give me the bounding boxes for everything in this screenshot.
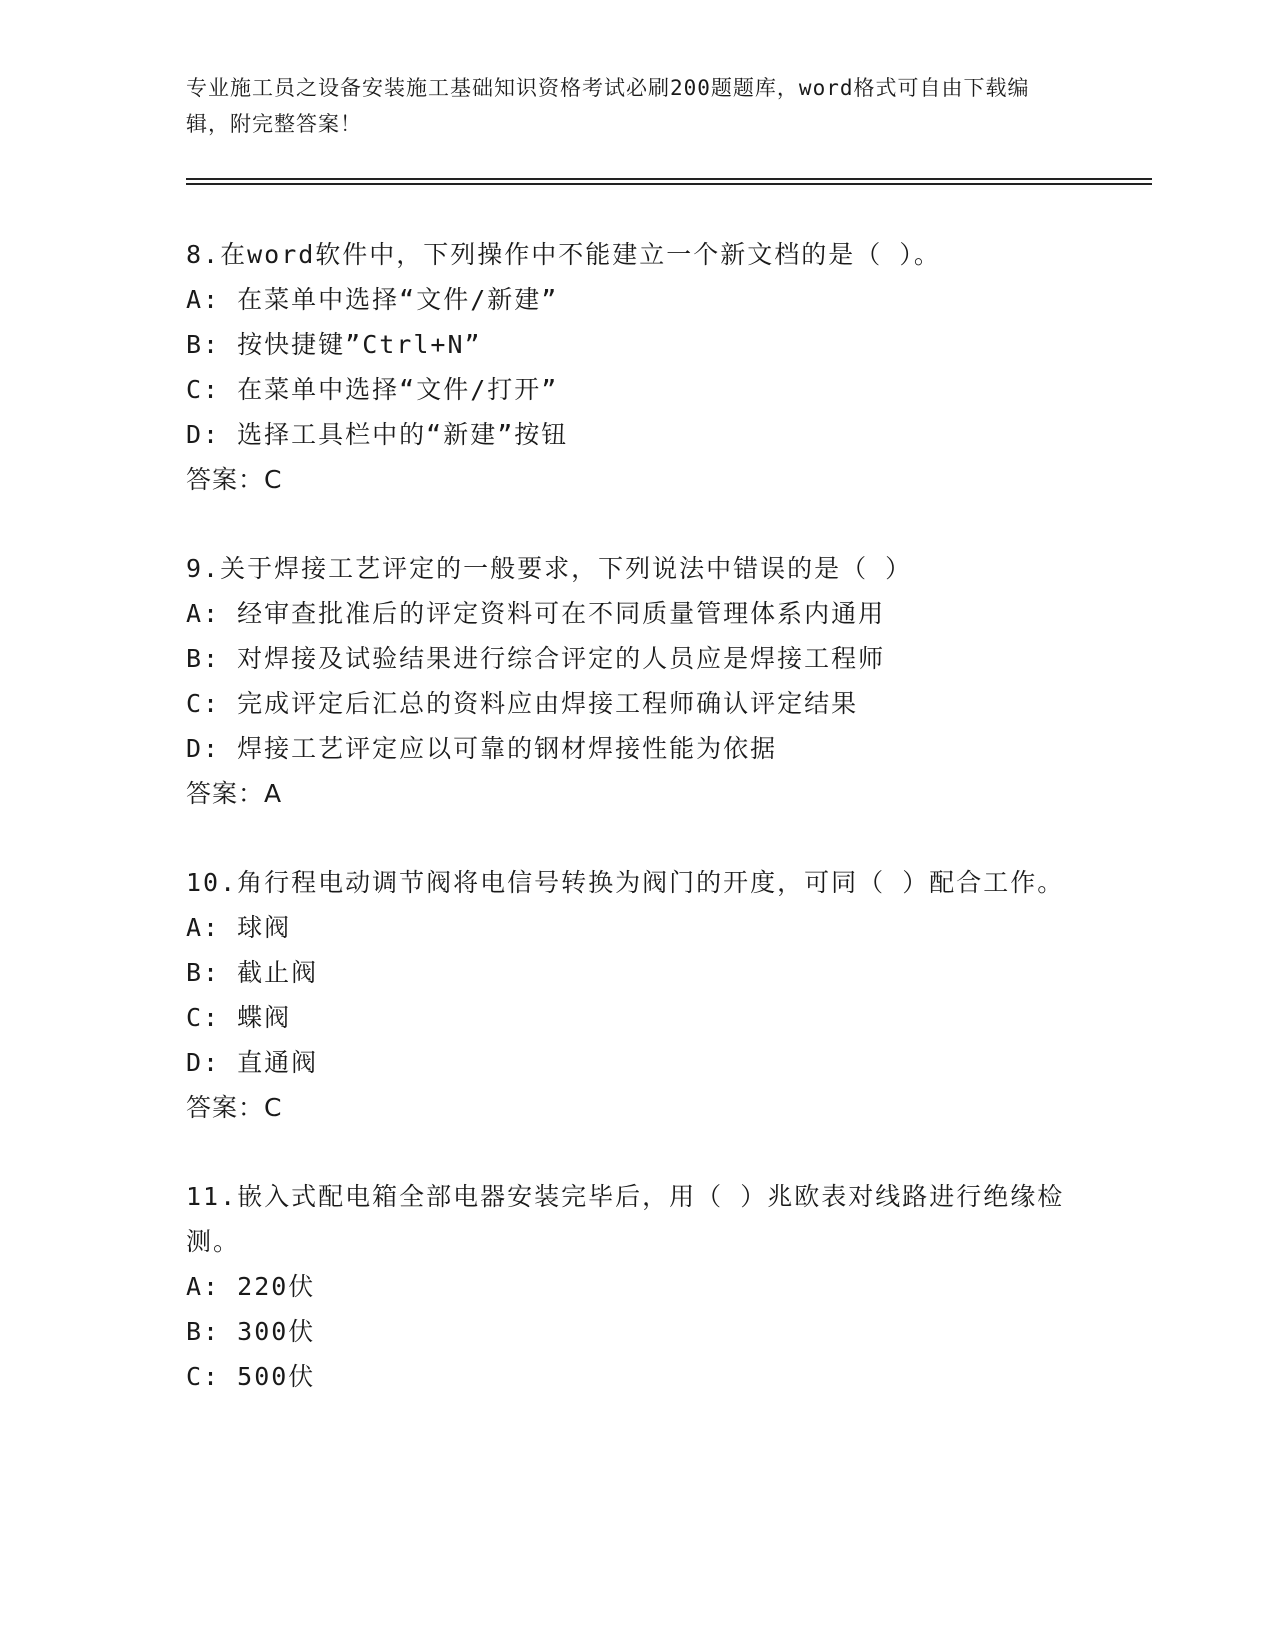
answer-line: 答案：C: [186, 1093, 283, 1122]
option-a: A: 220伏: [186, 1272, 316, 1301]
header-divider-bottom: [186, 183, 1152, 185]
option-b: B: 对焊接及试验结果进行综合评定的人员应是焊接工程师: [186, 644, 886, 673]
question-list: [186, 232, 1066, 1443]
option-d: D: 焊接工艺评定应以可靠的钢材焊接性能为依据: [186, 734, 778, 763]
question-8: [186, 232, 1066, 502]
option-b: B: 按快捷键”Ctrl+N”: [186, 330, 482, 359]
option-c: C: 在菜单中选择“文件/打开”: [186, 375, 559, 404]
option-b: B: 截止阀: [186, 958, 319, 987]
answer-line: 答案：C: [186, 465, 283, 494]
option-c: C: 蝶阀: [186, 1003, 292, 1032]
option-a: A: 在菜单中选择“文件/新建”: [186, 285, 559, 314]
question-9: [186, 546, 1066, 816]
option-b: B: 300伏: [186, 1317, 316, 1346]
question-11: [186, 1174, 1066, 1399]
answer-line: 答案：A: [186, 779, 283, 808]
question-stem: 8.在word软件中，下列操作中不能建立一个新文档的是（ ）。: [186, 240, 941, 269]
option-a: A: 经审查批准后的评定资料可在不同质量管理体系内通用: [186, 599, 886, 628]
option-d: D: 选择工具栏中的“新建”按钮: [186, 420, 569, 449]
question-stem: 11.嵌入式配电箱全部电器安装完毕后，用（ ）兆欧表对线路进行绝缘检测。: [186, 1182, 1065, 1256]
question-10: [186, 860, 1066, 1130]
header-divider-top: [186, 178, 1152, 180]
option-d: D: 直通阀: [186, 1048, 319, 1077]
option-c: C: 500伏: [186, 1362, 316, 1391]
option-a: A: 球阀: [186, 913, 292, 942]
question-stem: 10.角行程电动调节阀将电信号转换为阀门的开度，可同（ ）配合工作。: [186, 868, 1065, 897]
question-stem: 9.关于焊接工艺评定的一般要求，下列说法中错误的是（ ）: [186, 554, 913, 583]
option-c: C: 完成评定后汇总的资料应由焊接工程师确认评定结果: [186, 689, 859, 718]
document-header-title: 专业施工员之设备安装施工基础知识资格考试必刷200题题库，word格式可自由下载编辑，附完整答案！: [186, 76, 1030, 136]
